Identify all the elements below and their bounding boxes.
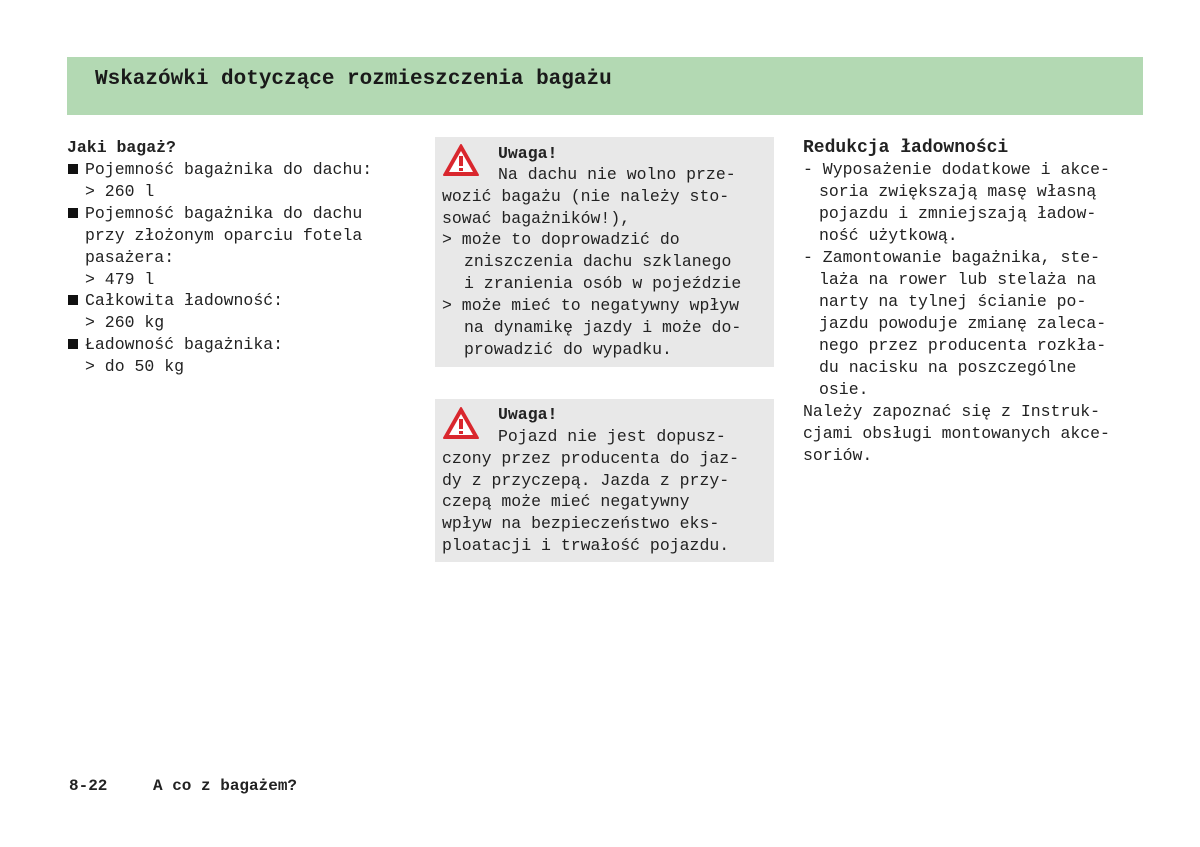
bullet-icon: [68, 164, 78, 174]
paragraph-line: Należy zapoznać się z Instruk-: [803, 402, 1101, 421]
warning-text: prowadzić do wypadku.: [464, 340, 672, 359]
paragraph-line: laża na rower lub stelaża na: [819, 270, 1097, 289]
warning-text: zniszczenia dachu szklanego: [464, 252, 732, 271]
bullet-icon: [68, 295, 78, 305]
paragraph-line: osie.: [819, 380, 869, 399]
chapter-title: A co z bagażem?: [153, 777, 298, 795]
warning-box-roof: [435, 137, 774, 367]
left-heading: Jaki bagaż?: [67, 138, 176, 157]
warning-text: Pojazd nie jest dopusz-: [498, 427, 726, 446]
spec-line: pasażera:: [85, 248, 175, 267]
spec-line: Całkowita ładowność:: [85, 291, 284, 310]
paragraph-line: nego przez producenta rozkła-: [819, 336, 1107, 355]
warning-triangle-icon: [442, 406, 480, 440]
bullet-icon: [68, 339, 78, 349]
spec-line: Pojemność bagażnika do dachu: [85, 204, 363, 223]
page-number: 8-22: [69, 777, 108, 795]
warning-text: czony przez producenta do jaz-: [442, 449, 740, 468]
paragraph-line: du nacisku na poszczególne: [819, 358, 1077, 377]
warning-text: na dynamikę jazdy i może do-: [464, 318, 742, 337]
bullet-icon: [68, 208, 78, 218]
warning-text: Na dachu nie wolno prze-: [498, 165, 736, 184]
warning-text: > może to doprowadzić do: [442, 230, 680, 249]
section-header: [67, 57, 1143, 115]
warning-title: Uwaga!: [498, 144, 558, 163]
warning-text: wpływ na bezpieczeństwo eks-: [442, 514, 720, 533]
warning-text: > może mieć to negatywny wpływ: [442, 296, 740, 315]
spec-line: Pojemność bagażnika do dachu:: [85, 160, 373, 179]
paragraph-line: soriów.: [803, 446, 873, 465]
warning-text: dy z przyczepą. Jazda z przy-: [442, 471, 730, 490]
warning-text: ploatacji i trwałość pojazdu.: [442, 536, 730, 555]
paragraph-line: soria zwiększają masę własną: [819, 182, 1097, 201]
paragraph-line: ność użytkową.: [819, 226, 958, 245]
spec-value: > 479 l: [85, 270, 155, 289]
warning-triangle-icon: [442, 143, 480, 177]
paragraph-line: cjami obsługi montowanych akce-: [803, 424, 1110, 443]
paragraph-line: - Wyposażenie dodatkowe i akce-: [803, 160, 1110, 179]
warning-box-trailer: [435, 399, 774, 562]
spec-line: Ładowność bagażnika:: [85, 335, 284, 354]
warning-text: sować bagażników!),: [442, 209, 631, 228]
warning-text: i zranienia osób w pojeździe: [464, 274, 742, 293]
right-heading: Redukcja ładowności: [803, 138, 1009, 158]
paragraph-line: narty na tylnej ścianie po-: [819, 292, 1087, 311]
paragraph-line: jazdu powoduje zmianę zaleca-: [819, 314, 1107, 333]
spec-value: > 260 l: [85, 182, 155, 201]
spec-line: przy złożonym oparciu fotela: [85, 226, 363, 245]
spec-value: > 260 kg: [85, 313, 165, 332]
paragraph-line: pojazdu i zmniejszają ładow-: [819, 204, 1097, 223]
warning-text: czepą może mieć negatywny: [442, 492, 690, 511]
spec-value: > do 50 kg: [85, 357, 185, 376]
warning-text: wozić bagażu (nie należy sto-: [442, 187, 730, 206]
paragraph-line: - Zamontowanie bagażnika, ste-: [803, 248, 1101, 267]
warning-title: Uwaga!: [498, 405, 558, 424]
section-title: Wskazówki dotyczące rozmieszczenia bagażu: [95, 68, 612, 91]
